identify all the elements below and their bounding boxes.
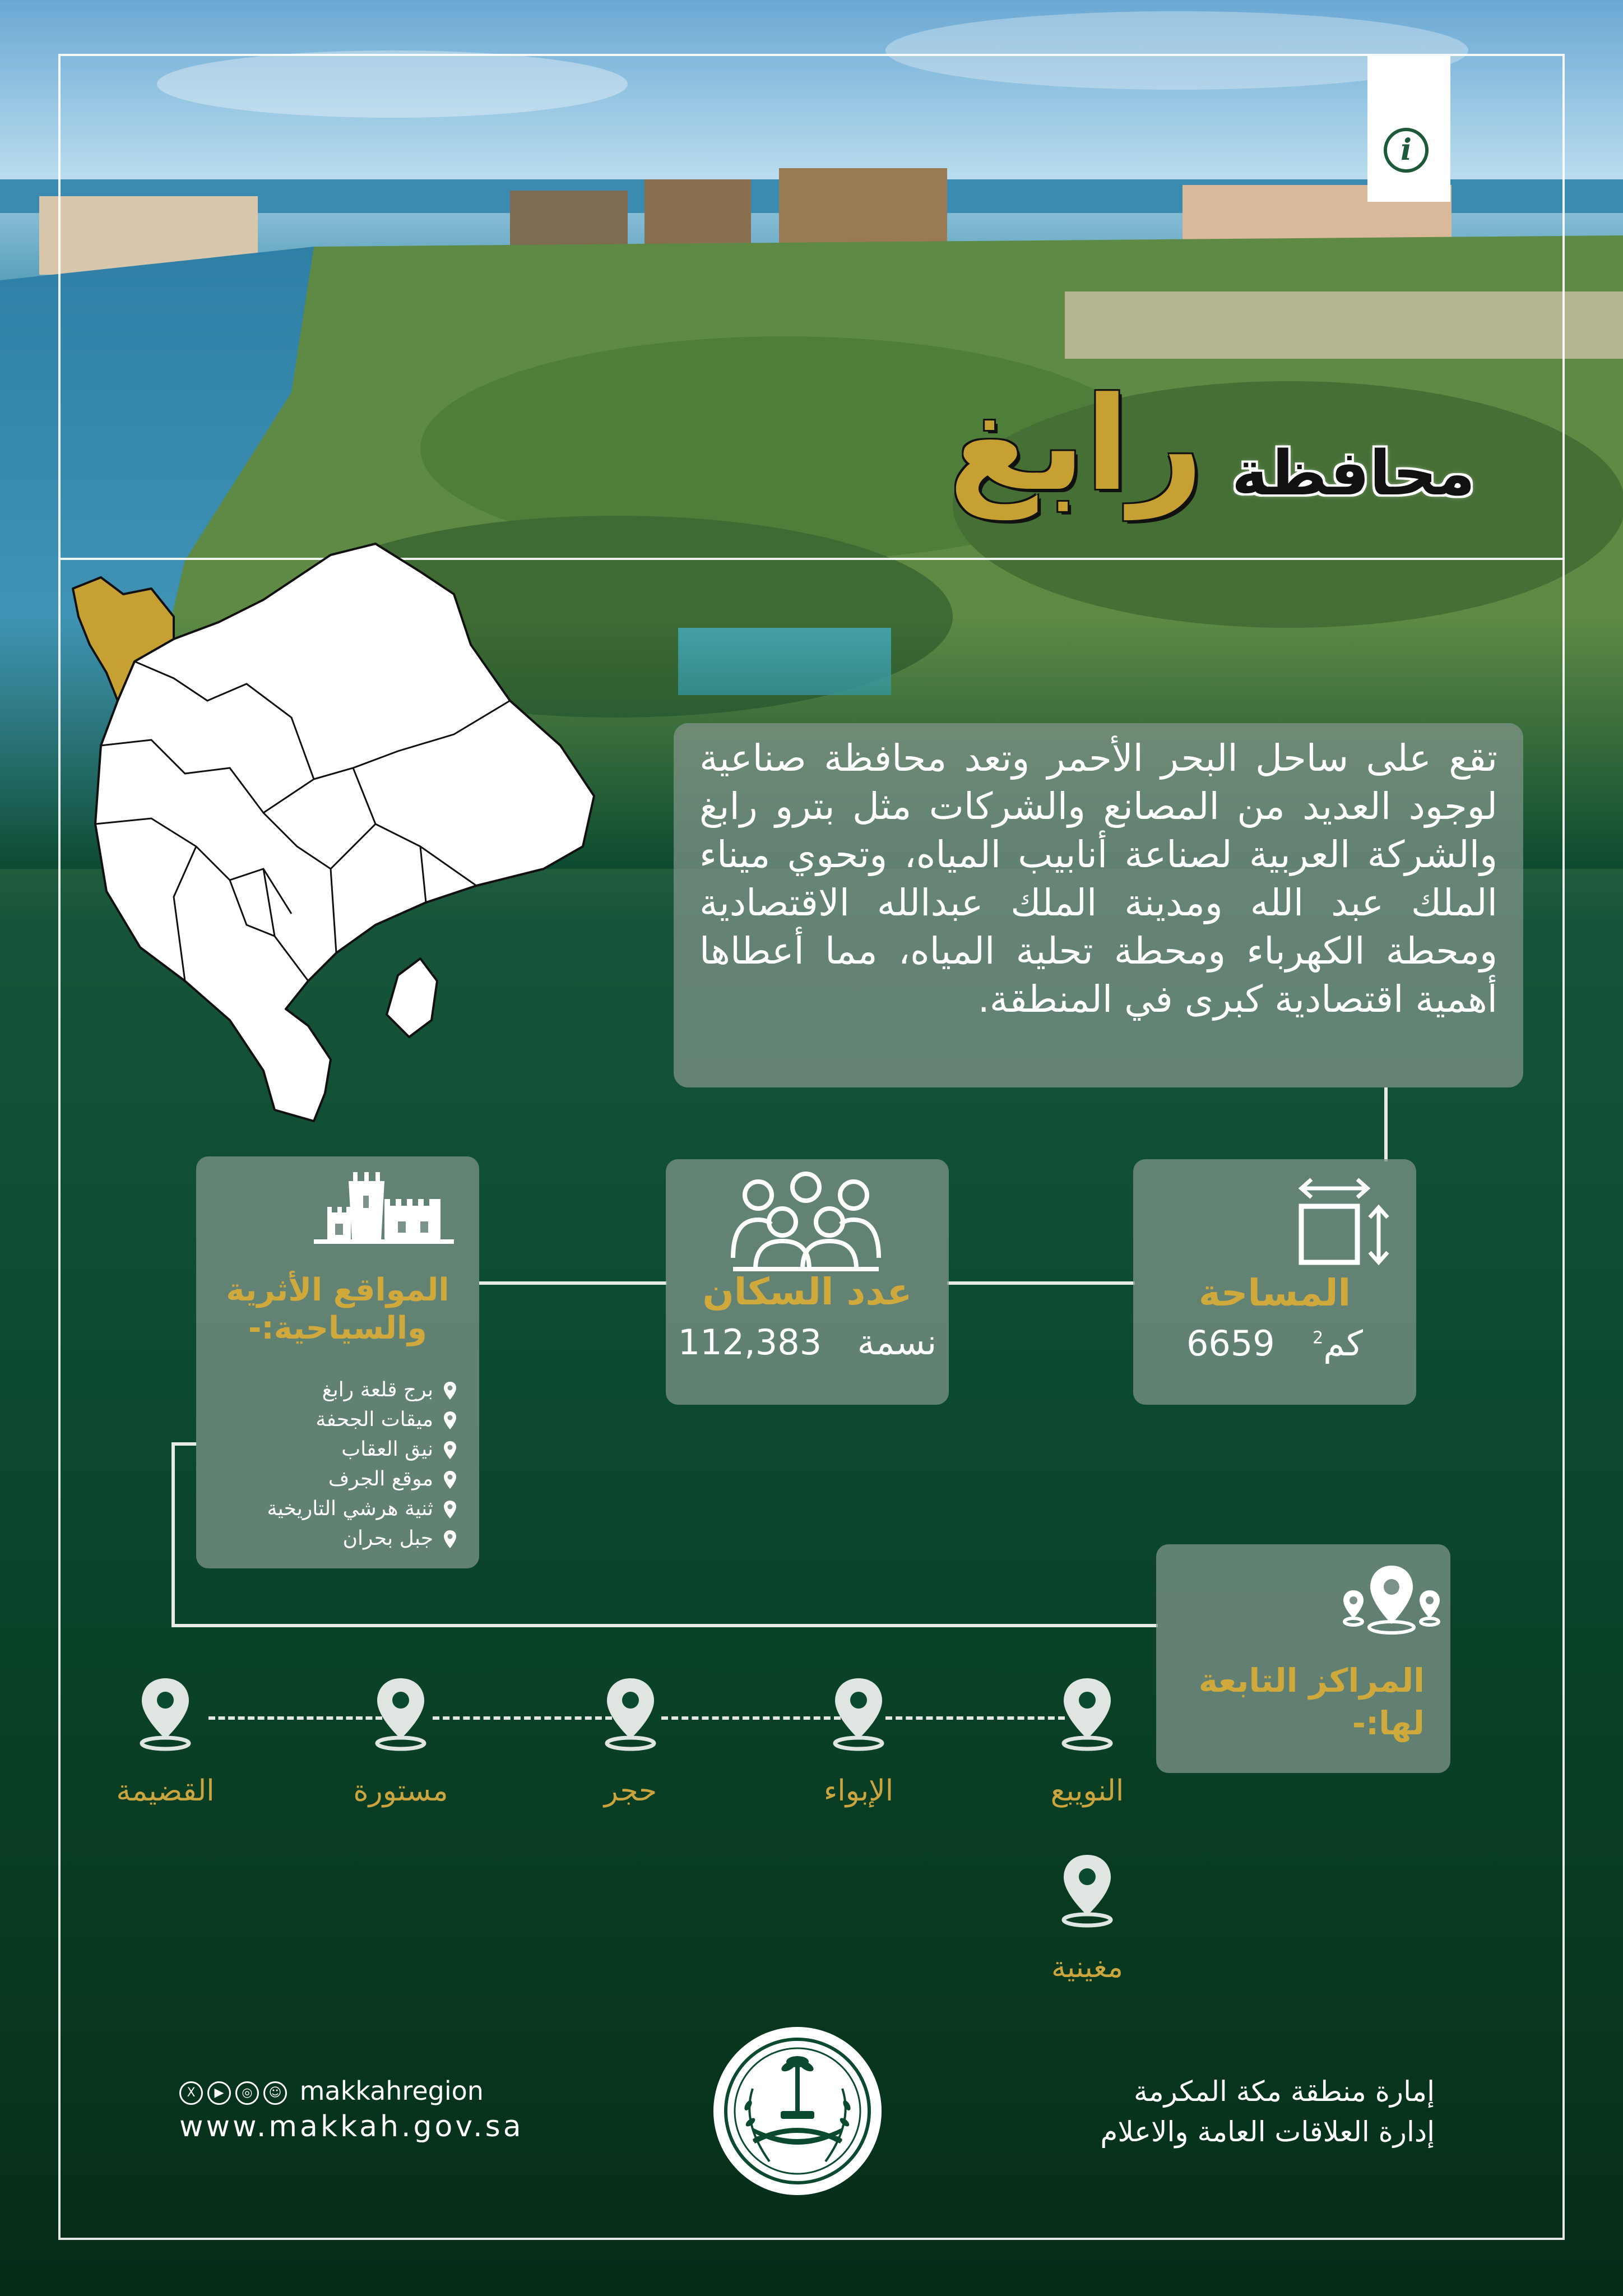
connector-bottom-horizontal [171, 1624, 1158, 1627]
connector-desc-area [1384, 1087, 1388, 1161]
area-icon [1296, 1174, 1391, 1269]
location-pin-icon [602, 1676, 659, 1752]
location-pin-icon [443, 1441, 457, 1460]
centers-label-line2: لها:- [1352, 1704, 1425, 1742]
population-card [666, 1159, 949, 1405]
website-link[interactable]: www.makkah.gov.sa [179, 2110, 524, 2144]
org-line-2: إدارة العلاقات العامة والاعلام [1100, 2116, 1435, 2148]
info-icon: i [1384, 128, 1429, 173]
saudi-emblem-logo [713, 2027, 882, 2195]
title-name: رابغ [948, 370, 1204, 520]
location-pin-icon [831, 1676, 887, 1752]
sites-label-line2: والسياحية:- [248, 1310, 427, 1346]
connector-sites-down [171, 1442, 175, 1627]
location-pin-icon [373, 1676, 429, 1752]
center-label: الإبواء [823, 1774, 894, 1808]
locations-icon [1341, 1561, 1442, 1640]
youtube-icon[interactable]: ▶ [207, 2081, 231, 2105]
population-value [666, 1322, 949, 1363]
snapchat-icon[interactable]: ☺ [263, 2081, 287, 2105]
location-pin-icon [443, 1470, 457, 1489]
instagram-icon[interactable]: ◎ [235, 2081, 259, 2105]
location-pin-icon [443, 1500, 457, 1519]
social-handle[interactable]: makkahregion [299, 2076, 484, 2106]
location-pin-icon [443, 1411, 457, 1430]
outer-frame [58, 54, 1565, 2240]
list-item: جبل بحران [230, 1524, 457, 1553]
fort-icon [314, 1168, 454, 1246]
area-card [1133, 1159, 1416, 1405]
connector-sites-left-stub [171, 1442, 196, 1446]
region-map [62, 533, 600, 1127]
list-item: ميقات الجحفة [230, 1405, 457, 1434]
x-icon[interactable]: X [179, 2081, 203, 2105]
sites-label [196, 1271, 479, 1348]
area-unit: كم [1323, 1323, 1364, 1364]
centers-card [1156, 1544, 1450, 1773]
area-label: المساحة [1198, 1271, 1351, 1314]
footer-organization [1026, 2071, 1435, 2152]
social-row [179, 2074, 524, 2108]
list-item: ثنية هرشي التاريخية [230, 1494, 457, 1524]
population-unit: نسمة [857, 1322, 937, 1363]
sites-label-line1: المواقع الأثرية [226, 1272, 449, 1308]
org-line-1: إمارة منطقة مكة المكرمة [1134, 2075, 1435, 2108]
location-pin-icon [1059, 1853, 1115, 1928]
dashed-connector [433, 1716, 612, 1720]
center-label: النويبع [1050, 1774, 1124, 1808]
title-prefix: محافظة [1231, 437, 1476, 509]
location-pin-icon [1059, 1676, 1115, 1752]
area-unit-superscript: 2 [1313, 1328, 1324, 1348]
list-item: برج قلعة رابغ [230, 1375, 457, 1405]
population-label: عدد السكان [702, 1270, 912, 1313]
centers-label [1156, 1659, 1450, 1744]
sites-card [196, 1156, 479, 1568]
location-pin-icon [443, 1530, 457, 1549]
description-box: تقع على ساحل البحر الأحمر وتعد محافظة صناعية لوجود العديد من المصانع والشركات مثل بترو رابغ والشركة العربية لصناعة أنابيب المياه، وتحوي ميناء الملك عبد الله ومدينة الملك عبدالله الاقتصادية ومحطة الكهرباء ومحطة تحلية المياه، مما أعطاها أهمية اقتصادية كبرى في المنطقة. [674, 723, 1523, 1087]
location-pin-icon [443, 1381, 457, 1400]
center-label: حجر [604, 1774, 657, 1808]
center-label: القضيمة [116, 1774, 215, 1808]
connector-population-sites [479, 1281, 667, 1285]
center-label: مغينية [1051, 1951, 1123, 1984]
list-item: موقع الجرف [230, 1464, 457, 1494]
dashed-connector [208, 1716, 382, 1720]
location-pin-icon [137, 1676, 193, 1752]
center-label: مستورة [353, 1774, 448, 1808]
dashed-connector [661, 1716, 841, 1720]
connector-area-population [947, 1281, 1135, 1285]
centers-label-line1: المراكز التابعة [1198, 1661, 1425, 1700]
population-number: 112,383 [678, 1322, 822, 1363]
list-item: نيق العقاب [230, 1434, 457, 1464]
area-number: 6659 [1186, 1323, 1275, 1364]
sites-list [230, 1375, 457, 1553]
footer-contact [179, 2074, 524, 2144]
people-icon [727, 1168, 884, 1275]
dashed-connector [885, 1716, 1065, 1720]
area-value [1133, 1323, 1416, 1364]
